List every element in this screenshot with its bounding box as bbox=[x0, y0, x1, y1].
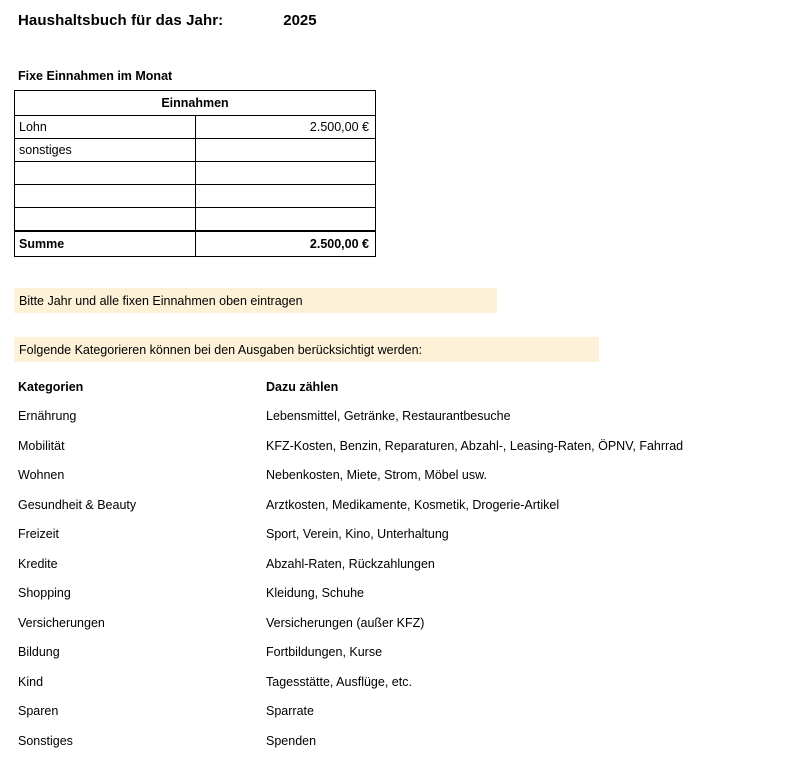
table-row bbox=[18, 461, 683, 491]
note-categories-intro: Folgende Kategorieren können bei den Ausgaben berücksichtigt werden: bbox=[14, 337, 599, 362]
category-details: KFZ-Kosten, Benzin, Reparaturen, Abzahl-, Leasing-Raten, ÖPNV, Fahrrad bbox=[266, 438, 684, 453]
table-row bbox=[18, 638, 683, 668]
income-row-amount[interactable] bbox=[195, 208, 376, 232]
table-row bbox=[18, 490, 683, 520]
category-name: Sonstiges bbox=[18, 733, 73, 748]
table-row bbox=[18, 608, 683, 638]
category-name: Wohnen bbox=[18, 468, 65, 483]
income-row-label[interactable] bbox=[15, 208, 196, 232]
table-row bbox=[18, 549, 683, 579]
categories-header-row bbox=[18, 372, 683, 402]
income-table-header: Einnahmen bbox=[15, 91, 376, 116]
income-row-amount[interactable] bbox=[195, 162, 376, 185]
document-title-row bbox=[18, 12, 317, 29]
category-details: Fortbildungen, Kurse bbox=[266, 645, 383, 660]
category-name: Versicherungen bbox=[18, 615, 105, 630]
income-row-amount[interactable] bbox=[195, 139, 376, 162]
income-table bbox=[14, 90, 376, 257]
table-row bbox=[18, 726, 683, 756]
category-name: Sparen bbox=[18, 704, 59, 719]
income-row-amount[interactable] bbox=[195, 185, 376, 208]
category-name: Gesundheit & Beauty bbox=[18, 497, 137, 512]
category-name: Mobilität bbox=[18, 438, 65, 453]
note-fill-in-year: Bitte Jahr und alle fixen Einnahmen oben eintragen bbox=[14, 288, 497, 313]
table-row bbox=[15, 139, 376, 162]
categories-header-details: Dazu zählen bbox=[266, 379, 339, 394]
page-title: Haushaltsbuch für das Jahr: bbox=[18, 12, 224, 29]
income-row-label[interactable] bbox=[15, 162, 196, 185]
income-row-label[interactable]: Lohn bbox=[15, 116, 196, 139]
category-details: Sparrate bbox=[266, 704, 314, 719]
category-name: Bildung bbox=[18, 645, 60, 660]
categories-header-name: Kategorien bbox=[18, 379, 84, 394]
income-row-label[interactable]: sonstiges bbox=[15, 139, 196, 162]
categories-table bbox=[18, 372, 683, 756]
category-name: Kind bbox=[18, 674, 44, 689]
income-sum-amount: 2.500,00 € bbox=[195, 231, 376, 257]
table-row bbox=[15, 116, 376, 139]
category-name: Ernährung bbox=[18, 409, 77, 424]
table-row bbox=[18, 697, 683, 727]
category-details: Tagesstätte, Ausflüge, etc. bbox=[266, 674, 412, 689]
table-row bbox=[15, 185, 376, 208]
category-name: Kredite bbox=[18, 556, 58, 571]
category-name: Shopping bbox=[18, 586, 71, 601]
table-row bbox=[18, 431, 683, 461]
table-row bbox=[18, 579, 683, 609]
table-row bbox=[18, 402, 683, 432]
category-name: Freizeit bbox=[18, 527, 59, 542]
category-details: Kleidung, Schuhe bbox=[266, 586, 364, 601]
year-value[interactable]: 2025 bbox=[283, 12, 317, 29]
category-details: Versicherungen (außer KFZ) bbox=[266, 615, 425, 630]
category-details: Sport, Verein, Kino, Unterhaltung bbox=[266, 527, 449, 542]
table-row bbox=[15, 162, 376, 185]
category-details: Spenden bbox=[266, 733, 317, 748]
table-header-row bbox=[15, 91, 376, 116]
income-row-amount[interactable]: 2.500,00 € bbox=[195, 116, 376, 139]
table-row bbox=[18, 667, 683, 697]
category-details: Nebenkosten, Miete, Strom, Möbel usw. bbox=[266, 468, 487, 483]
income-sum-row bbox=[15, 231, 376, 257]
table-row bbox=[15, 208, 376, 232]
income-row-label[interactable] bbox=[15, 185, 196, 208]
category-details: Abzahl-Raten, Rückzahlungen bbox=[266, 556, 435, 571]
category-details: Arztkosten, Medikamente, Kosmetik, Drogerie-Artikel bbox=[266, 497, 560, 512]
table-row bbox=[18, 520, 683, 550]
fixed-income-heading: Fixe Einnahmen im Monat bbox=[18, 69, 173, 83]
category-details: Lebensmittel, Getränke, Restaurantbesuche bbox=[266, 409, 511, 424]
income-sum-label: Summe bbox=[15, 231, 196, 257]
